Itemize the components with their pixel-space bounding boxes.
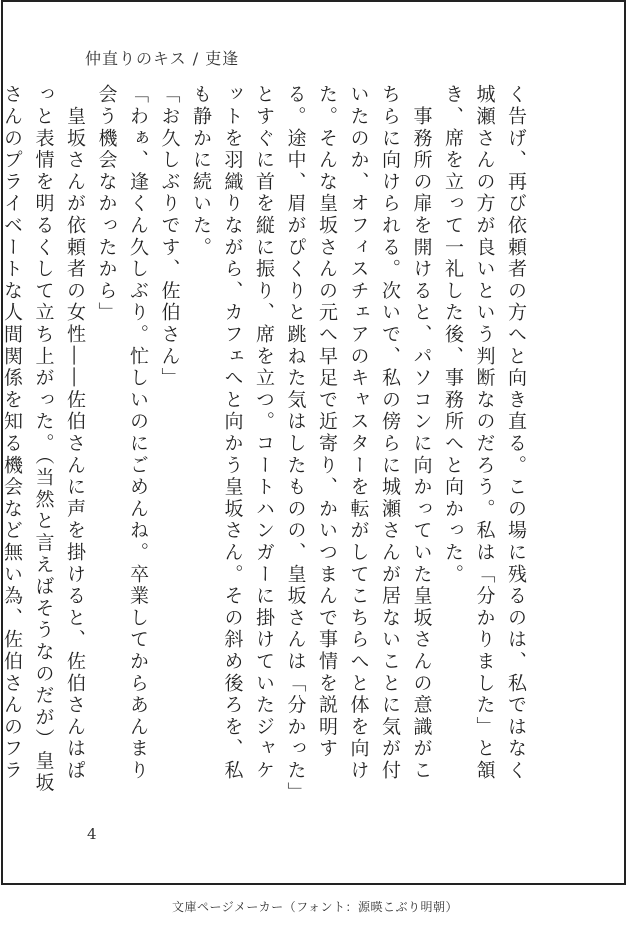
paragraph-2: 事務所の扉を開けると、パソコンに向かっていた皇坂さんの意識がこちらに向けられる。次いで、私の傍らに城瀬さんが居ないことに気が付いたのか、オフィスチェアのキャスターを転がしてこちらへと体を向けた。そんな皇坂さんの元へ早足で近寄り、かいつまんで事情を説明する。途中、眉がぴくりと跳ねた気はしたものの、皇坂さんは「分かった」とすぐに首を縦に振り、席を立つ。コートハンガーに掛けていたジャケットを羽織りながら、カフェへと向かう皇坂さん。その斜め後ろを、私も静かに続いた。 (190, 84, 433, 794)
paragraph-1: く告げ、再び依頼者の方へと向き直る。この場に残るのは、私ではなく城瀬さんの方が良いという判断なのだろう。私は「分かりました」と頷き、席を立って一礼した後、事務所へと向かった。 (442, 84, 527, 782)
paragraph-5: 皇坂さんが依頼者の女性――佐伯さんに声を掛けると、佐伯さんはぱっと表情を明るくして立ち上がった。（当然と言えばそうなのだが）皇坂さんのプライベートな人間関係を知る機会など無い為、佐伯さんのフラ (1, 84, 86, 794)
running-header: 仲直りのキス / 吏逢 (85, 49, 240, 68)
footer-credit: 文庫ページメーカー（フォント：源暎こぶり明朝） (171, 900, 459, 914)
vertical-body-text (1, 84, 531, 796)
page-number: 4 (87, 825, 97, 843)
page-frame (1, 0, 626, 885)
paragraph-3: 「お久しぶりです、佐伯さん」 (158, 84, 181, 390)
paragraph-4: 「わぁ、逢くん久しぶり。忙しいのにごめんね。卒業してからあんまり会う機会なかったから」 (95, 84, 149, 782)
